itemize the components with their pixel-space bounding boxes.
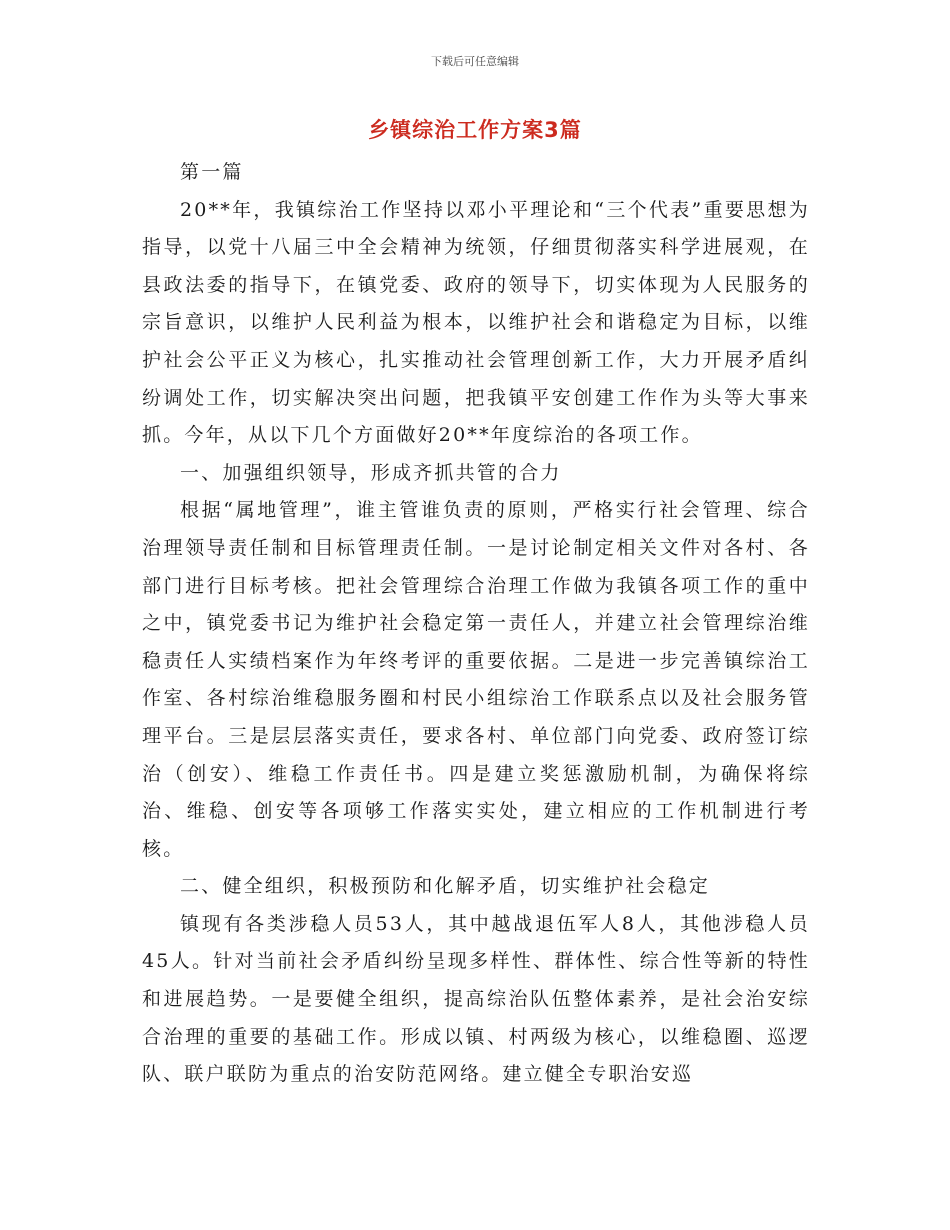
section-label: 第一篇	[180, 161, 244, 183]
document-body	[142, 154, 810, 1094]
section-heading: 一、加强组织领导，形成齐抓共管的合力	[180, 461, 562, 484]
paragraph: 镇现有各类涉稳人员53人，其中越战退伍军人8人，其他涉稳人员45人。针对当前社会矛盾纠纷呈现多样性、群体性、综合性等新的特性和进展趋势。一是要健全组织，提高综治队伍整体素养，是社会治安综合治理的重要的基础工作。形成以镇、村两级为核心，以维稳圈、巡逻队、联户联防为重点的治安防范网络。建立健全专职治安巡	[142, 912, 810, 1086]
section-heading: 二、健全组织，积极预防和化解矛盾，切实维护社会稳定	[180, 875, 711, 898]
paragraph: 20**年，我镇综治工作坚持以邓小平理论和“三个代表”重要思想为指导，以党十八届三中全会精神为统领，仔细贯彻落实科学进展观，在县政法委的指导下，在镇党委、政府的领导下，切实体现为人民服务的宗旨意识，以维护人民利益为根本，以维护社会和谐稳定为目标，以维护社会公平正义为核心，扎实推动社会管理创新工作，大力开展矛盾纠纷调处工作，切实解决突出问题，把我镇平安创建工作作为头等大事来抓。今年，从以下几个方面做好20**年度综治的各项工作。	[142, 198, 810, 447]
header-note: 下载后可任意编辑	[431, 55, 519, 68]
document-title: 乡镇综治工作方案3篇	[368, 118, 582, 142]
paragraph: 根据“属地管理”，谁主管谁负责的原则，严格实行社会管理、综合治理领导责任制和目标管理责任制。一是讨论制定相关文件对各村、各部门进行目标考核。把社会管理综合治理工作做为我镇各项工作的重中之中，镇党委书记为维护社会稳定第一责任人，并建立社会管理综治维稳责任人实绩档案作为年终考评的重要依据。二是进一步完善镇综治工作室、各村综治维稳服务圈和村民小组综治工作联系点以及社会服务管理平台。三是层层落实责任，要求各村、单位部门向党委、政府签订综治（创安）、维稳工作责任书。四是建立奖惩激励机制，为确保将综治、维稳、创安等各项够工作落实实处，建立相应的工作机制进行考核。	[142, 499, 810, 860]
